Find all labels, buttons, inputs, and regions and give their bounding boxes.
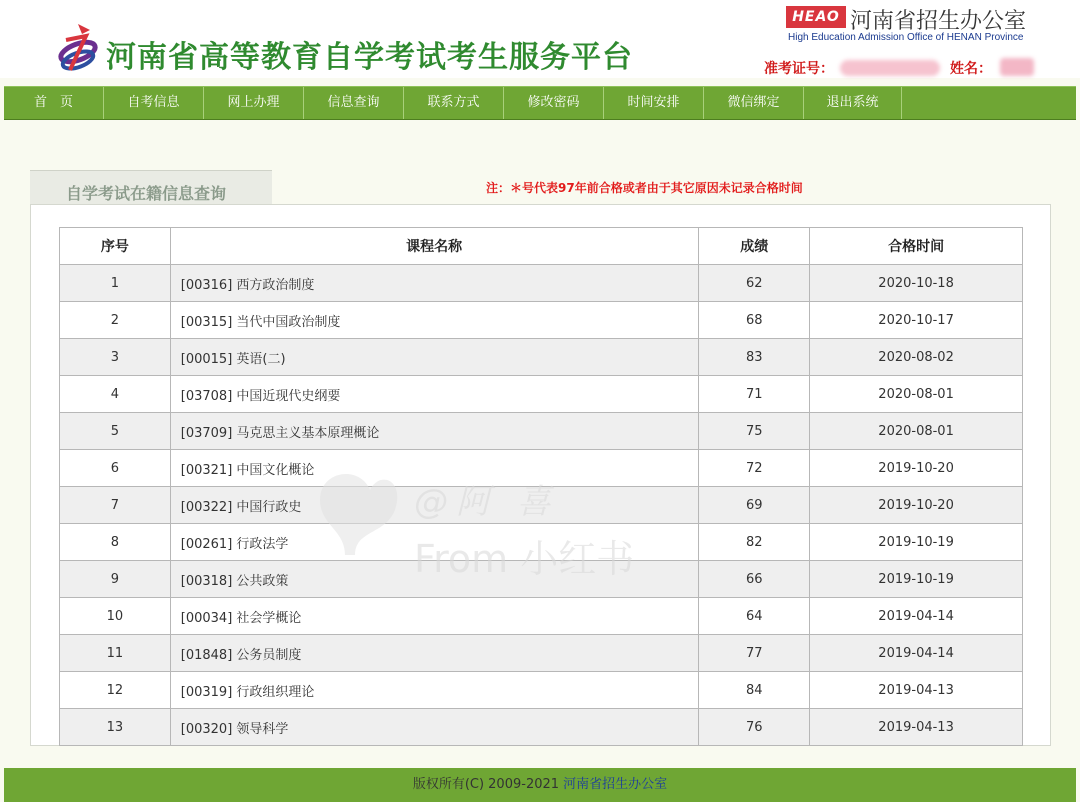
watermark-source: From 小红书 (414, 537, 635, 581)
site-title: 河南省高等教育自学考试考生服务平台 (106, 40, 633, 75)
office-logo: HEAO (786, 6, 846, 28)
cell-pass-date: 2019-10-20 (810, 487, 1023, 524)
cell-number: 2 (60, 302, 171, 339)
grades-table (59, 227, 1023, 746)
cell-course: [00261] 行政法学 (170, 524, 699, 561)
table-row (60, 302, 1023, 339)
nav-schedule[interactable]: 时间安排 (604, 87, 704, 119)
cell-course: [00320] 领导科学 (170, 709, 699, 746)
page-header (0, 0, 1080, 78)
cell-score: 71 (699, 376, 810, 413)
cell-course: [03708] 中国近现代史纲要 (170, 376, 699, 413)
cell-pass-date: 2019-10-19 (810, 524, 1023, 561)
cell-score: 75 (699, 413, 810, 450)
cell-course: [00321] 中国文化概论 (170, 450, 699, 487)
cell-pass-date: 2019-04-13 (810, 709, 1023, 746)
office-name: 河南省招生办公室 (850, 9, 1027, 34)
cell-score: 72 (699, 450, 810, 487)
cell-number: 12 (60, 672, 171, 709)
cell-pass-date: 2020-10-17 (810, 302, 1023, 339)
nav-info-query[interactable]: 信息查询 (304, 87, 404, 119)
nav-change-password[interactable]: 修改密码 (504, 87, 604, 119)
table-row (60, 487, 1023, 524)
table-header-row (60, 228, 1023, 265)
cell-pass-date: 2019-04-14 (810, 598, 1023, 635)
cell-score: 66 (699, 561, 810, 598)
cell-score: 82 (699, 524, 810, 561)
nav-wechat-bind[interactable]: 微信绑定 (704, 87, 804, 119)
cell-pass-date: 2019-10-20 (810, 450, 1023, 487)
table-row (60, 339, 1023, 376)
table-body (60, 265, 1023, 746)
table-row (60, 450, 1023, 487)
cell-number: 7 (60, 487, 171, 524)
cell-pass-date: 2019-10-19 (810, 561, 1023, 598)
note-text: 注：＊号代表97年前合格或者由于其它原因未记录合格时间 (486, 181, 803, 195)
cell-score: 69 (699, 487, 810, 524)
cell-course: [00315] 当代中国政治制度 (170, 302, 699, 339)
name-redacted (1000, 58, 1034, 76)
table-row (60, 524, 1023, 561)
cell-number: 9 (60, 561, 171, 598)
header-course: 课程名称 (170, 228, 699, 265)
cell-number: 5 (60, 413, 171, 450)
cell-score: 77 (699, 635, 810, 672)
table-row (60, 561, 1023, 598)
header-score: 成绩 (699, 228, 810, 265)
cell-pass-date: 2020-08-01 (810, 413, 1023, 450)
cell-score: 84 (699, 672, 810, 709)
cell-number: 6 (60, 450, 171, 487)
cell-pass-date: 2020-08-01 (810, 376, 1023, 413)
nav-home[interactable]: 首 页 (4, 87, 104, 119)
header-number: 序号 (60, 228, 171, 265)
cell-number: 8 (60, 524, 171, 561)
exam-logo-icon (56, 22, 100, 74)
watermark-handle: @阿 喜 (414, 482, 559, 522)
cell-number: 10 (60, 598, 171, 635)
footer-office-link[interactable]: 河南省招生办公室 (563, 777, 668, 792)
table-row (60, 265, 1023, 302)
panel-box (30, 204, 1051, 746)
cell-score: 68 (699, 302, 810, 339)
table-row (60, 709, 1023, 746)
cell-course: [00318] 公共政策 (170, 561, 699, 598)
copyright-text: 版权所有(C) 2009-2021 (412, 777, 564, 792)
cell-pass-date: 2020-08-02 (810, 339, 1023, 376)
cell-course: [00015] 英语(二) (170, 339, 699, 376)
cell-number: 13 (60, 709, 171, 746)
office-name-english: High Education Admission Office of HENAN Province (788, 32, 1024, 43)
cell-course: [01848] 公务员制度 (170, 635, 699, 672)
exam-number-label: 准考证号： (764, 61, 834, 77)
name-label: 姓名： (950, 61, 992, 77)
cell-number: 11 (60, 635, 171, 672)
cell-course: [03709] 马克思主义基本原理概论 (170, 413, 699, 450)
table-row (60, 672, 1023, 709)
cell-number: 3 (60, 339, 171, 376)
cell-score: 64 (699, 598, 810, 635)
cell-pass-date: 2019-04-13 (810, 672, 1023, 709)
cell-number: 1 (60, 265, 171, 302)
cell-score: 83 (699, 339, 810, 376)
cell-score: 62 (699, 265, 810, 302)
nav-exam-info[interactable]: 自考信息 (104, 87, 204, 119)
table-row (60, 376, 1023, 413)
panel-tab (30, 170, 272, 205)
table-row (60, 598, 1023, 635)
nav-online-service[interactable]: 网上办理 (204, 87, 304, 119)
page-footer (4, 768, 1076, 802)
cell-pass-date: 2019-04-14 (810, 635, 1023, 672)
panel-title: 自学考试在籍信息查询 (66, 184, 227, 203)
cell-course: [00034] 社会学概论 (170, 598, 699, 635)
cell-course: [00316] 西方政治制度 (170, 265, 699, 302)
cell-score: 76 (699, 709, 810, 746)
nav-contact[interactable]: 联系方式 (404, 87, 504, 119)
user-info (764, 58, 1064, 78)
cell-number: 4 (60, 376, 171, 413)
main-nav (4, 86, 1076, 120)
cell-course: [00322] 中国行政史 (170, 487, 699, 524)
table-row (60, 413, 1023, 450)
office-brand (786, 6, 1056, 46)
table-row (60, 635, 1023, 672)
cell-pass-date: 2020-10-18 (810, 265, 1023, 302)
nav-logout[interactable]: 退出系统 (804, 87, 902, 119)
cell-course: [00319] 行政组织理论 (170, 672, 699, 709)
exam-number-redacted (840, 60, 940, 76)
header-pass-date: 合格时间 (810, 228, 1023, 265)
content-panel (30, 170, 1051, 746)
